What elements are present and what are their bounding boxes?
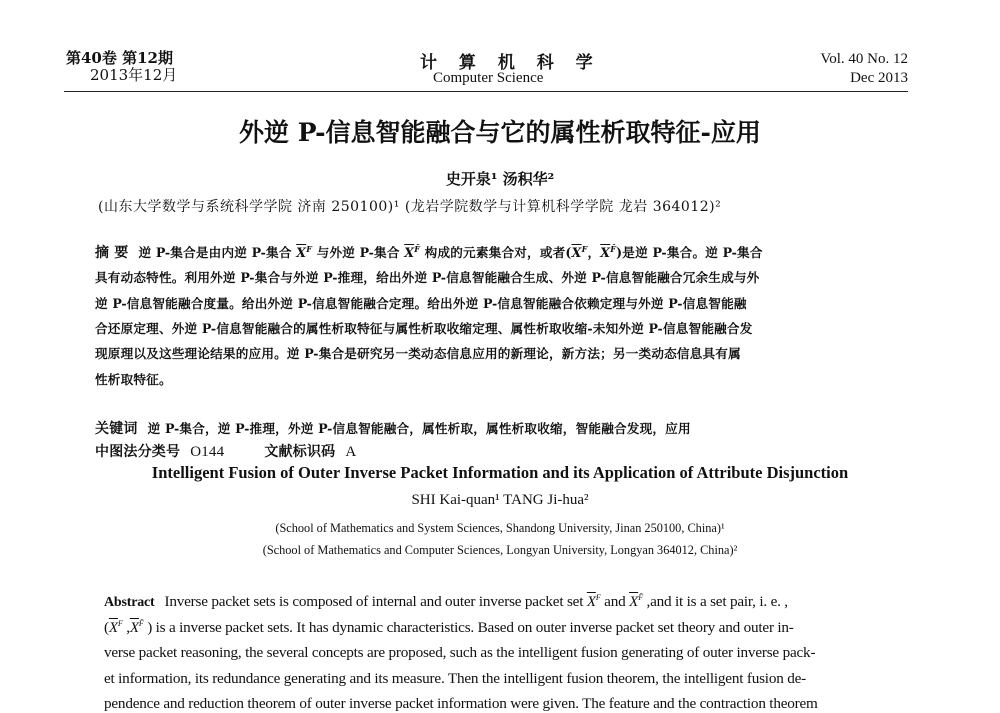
abstract-label: 摘 要 bbox=[95, 245, 129, 261]
set-symbol: $\overline{X}^{F̄}$ bbox=[129, 618, 144, 636]
abstract-line: Abstract Inverse packet sets is composed of internal and outer inverse packet set $\overline{X}^F$ and $\overline{X}^{F̄}$ ,and it is a set pair, i. e. , bbox=[104, 593, 788, 611]
set-symbol: $\overline{X}^{F̄}$ bbox=[600, 243, 617, 260]
journal-cn: 计 算 机 科 学 bbox=[420, 53, 601, 73]
abstract-line: 逆 P-信息智能融合度量。给出外逆 P-信息智能融合定理。给出外逆 P-信息智能融合依赖定理与外逆 P-信息智能融 bbox=[95, 295, 747, 311]
affiliation-en-2: (School of Mathematics and Computer Sciences, Longyan University, Longyan 364012, China)² bbox=[262, 543, 738, 557]
keywords-cn bbox=[95, 418, 691, 438]
title-en: Intelligent Fusion of Outer Inverse Packet Information and its Application of Attribute Disjunction bbox=[151, 463, 849, 482]
set-symbol: $\overline{X}^F$ bbox=[296, 243, 313, 260]
abstract-line: ($\overline{X}^F$ $,\overline{X}^{F̄}$ ) is a inverse packet sets. It has dynamic characteristics. Based on outer inverse packet set theory and outer in- bbox=[104, 618, 794, 636]
title-cn: 外逆 P-信息智能融合与它的属性析取特征-应用 bbox=[239, 118, 761, 147]
affiliation-cn: (山东大学数学与系统科学学院 济南 250100)¹ (龙岩学院数学与计算机科学学院 龙岩 364012)² bbox=[98, 199, 722, 215]
abstract-line: et information, its redundance generating and its measure. Then the intelligent fusion theorem, the intelligent fusion de- bbox=[104, 669, 807, 687]
volume-en: Vol. 40 No. 12 bbox=[820, 51, 908, 67]
authors-en: SHI Kai-quan¹ TANG Ji-hua² bbox=[411, 492, 589, 508]
date-en: Dec 2013 bbox=[850, 70, 908, 86]
header-rule bbox=[64, 91, 908, 92]
journal-en: Computer Science bbox=[433, 70, 544, 86]
volume-cn: 第40卷 第12期 bbox=[66, 49, 173, 67]
doc-code-value: A bbox=[345, 444, 357, 460]
abstract-line: 具有动态特性。利用外逆 P-集合与外逆 P-推理，给出外逆 P-信息智能融合生成、外逆 P-信息智能融合冗余生成与外 bbox=[95, 270, 760, 286]
keywords-label: 关键词 bbox=[95, 421, 138, 437]
abstract-label: Abstract bbox=[104, 595, 155, 611]
doc-code-label: 文献标识码 bbox=[264, 444, 336, 460]
classification-value: O144 bbox=[190, 444, 225, 460]
set-symbol: $\overline{X}^F$ bbox=[571, 243, 588, 260]
keywords-text: 逆 P-集合，逆 P-推理，外逆 P-信息智能融合，属性析取，属性析取收缩，智能融合发现，应用 bbox=[147, 421, 691, 436]
classification bbox=[95, 441, 356, 461]
affiliation-en-1: (School of Mathematics and System Sciences, Shandong University, Jinan 250100, China)¹ bbox=[275, 521, 725, 535]
abstract-line: 摘 要 逆 P-集合是由内逆 P-集合 $\overline{X}^F$ 与外逆 P-集合 $\overline{X}^{F̄}$ 构成的元素集合对，或者($\overline{X}^F$，$\overline{X}^{F̄}$)是逆 P-集合。逆 P-集合 bbox=[95, 243, 763, 261]
abstract-line: 性析取特征。 bbox=[95, 371, 172, 387]
set-symbol: $\overline{X}^{F̄}$ bbox=[404, 243, 421, 260]
classification-label: 中图法分类号 bbox=[95, 444, 181, 460]
date-cn: 2013年12月 bbox=[90, 66, 178, 84]
set-symbol: $\overline{X}^{F̄}$ bbox=[629, 593, 643, 611]
authors-cn: 史开泉¹ 汤积华² bbox=[445, 170, 555, 188]
abstract-line: 合还原定理、外逆 P-信息智能融合的属性析取特征与属性析取收缩定理、属性析取收缩-未知外逆 P-信息智能融合发 bbox=[95, 320, 753, 336]
volume-en-block bbox=[820, 50, 908, 88]
abstract-line: 现原理以及这些理论结果的应用。逆 P-集合是研究另一类动态信息应用的新理论，新方法；另一类动态信息具有属 bbox=[95, 346, 741, 362]
set-symbol: $\overline{X}^F$ bbox=[586, 593, 601, 611]
abstract-line: verse packet reasoning, the several concepts are proposed, such as the intelligent fusion generating of outer inverse pack- bbox=[104, 644, 816, 661]
abstract-line: pendence and reduction theorem of outer inverse packet information were given. The feature and the contraction theorem bbox=[104, 695, 818, 712]
set-symbol: $\overline{X}^F$ bbox=[108, 618, 123, 636]
